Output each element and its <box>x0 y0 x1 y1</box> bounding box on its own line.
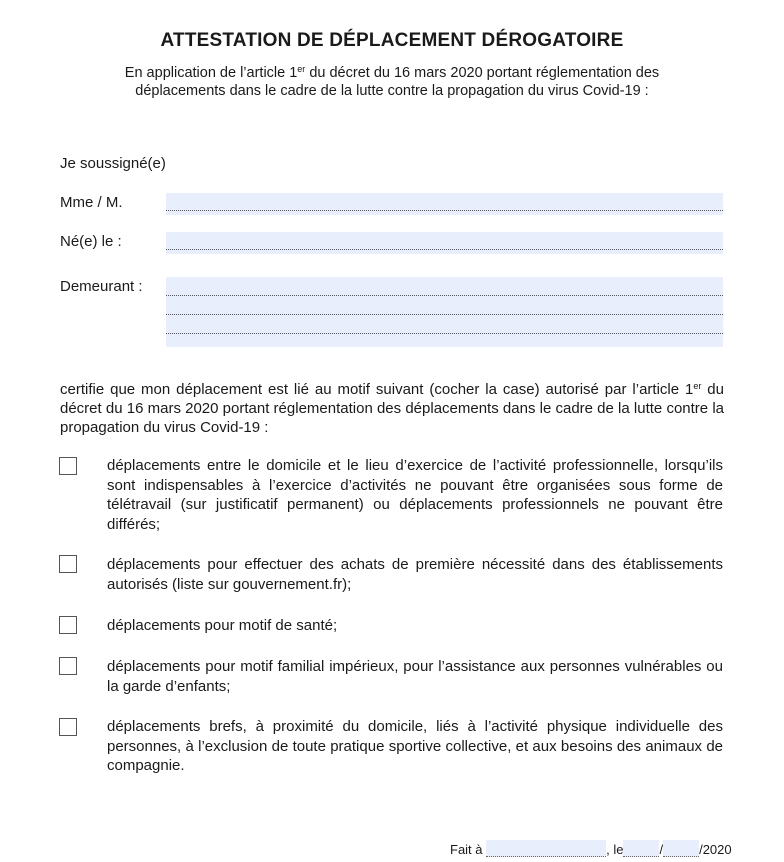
subtitle-line1-post: du décret du 16 mars 2020 portant réglementation des <box>305 65 660 81</box>
option-professional: déplacements entre le domicile et le lieu d’exercice de l’activité professionnelle, lorsqu’ils sont indispensables à l’exercice d’activités ne pouvant être organisées sous forme de télétravail (sur justificatif permanent) ou déplacements professionnels ne pouvant être différés; <box>107 457 723 533</box>
certify-post: du décret du 16 mars 2020 portant réglementation des déplacements dans le cadre de la lutte contre la propagation du virus Covid-19 : <box>60 381 724 436</box>
certify-paragraph <box>60 380 724 437</box>
address-label: Demeurant : <box>60 278 143 295</box>
date-label: , le <box>606 842 624 857</box>
birth-field[interactable] <box>166 232 723 254</box>
option-family: déplacements pour motif familial impérieux, pour l’assistance aux personnes vulnérables ou la garde d’enfants; <box>107 658 723 695</box>
checkbox-health[interactable] <box>59 616 77 634</box>
subtitle-line1-pre: En application de l’article 1 <box>124 65 298 81</box>
date-separator: / <box>659 842 664 857</box>
year-label: /2020 <box>699 842 732 857</box>
option-exercise: déplacements brefs, à proximité du domicile, liés à l’activité physique individuelle des personnes, à l’exclusion de toute pratique sportive collective, et aux besoins des animaux de compagnie. <box>107 718 723 774</box>
subtitle-line2: déplacements dans le cadre de la lutte contre la propagation du virus Covid-19 : <box>135 83 649 99</box>
certify-pre: certifie que mon déplacement est lié au motif suivant (cocher la case) autorisé par l’article 1 <box>60 381 694 398</box>
checkbox-purchases[interactable] <box>59 555 77 573</box>
identity-intro: Je soussigné(e) <box>60 155 166 172</box>
option-health: déplacements pour motif de santé; <box>107 617 338 634</box>
birth-field-dotted-line <box>166 249 723 250</box>
address-field-dotted-line-1 <box>166 295 723 296</box>
checkbox-exercise[interactable] <box>59 718 77 736</box>
name-label: Mme / M. <box>60 194 123 211</box>
address-field-dotted-line-2 <box>166 314 723 315</box>
address-field-dotted-line-3 <box>166 333 723 334</box>
birth-label: Né(e) le : <box>60 233 122 250</box>
checkbox-family[interactable] <box>59 657 77 675</box>
day-field[interactable] <box>623 840 659 857</box>
certify-superscript: er <box>693 381 702 391</box>
place-field[interactable] <box>486 840 606 857</box>
signature-line <box>450 837 732 857</box>
checkbox-professional[interactable] <box>59 457 77 475</box>
document-subtitle <box>60 64 724 100</box>
month-field[interactable] <box>663 840 699 857</box>
option-purchases: déplacements pour effectuer des achats de première nécessité dans des établissements autorisés (liste sur gouvernement.fr); <box>107 556 723 593</box>
subtitle-superscript: er <box>297 64 306 74</box>
address-field[interactable] <box>166 277 723 347</box>
document-title: ATTESTATION DE DÉPLACEMENT DÉROGATOIRE <box>160 30 624 51</box>
name-field-dotted-line <box>166 210 723 211</box>
name-field[interactable] <box>166 193 723 215</box>
fait-label: Fait à <box>450 842 487 857</box>
